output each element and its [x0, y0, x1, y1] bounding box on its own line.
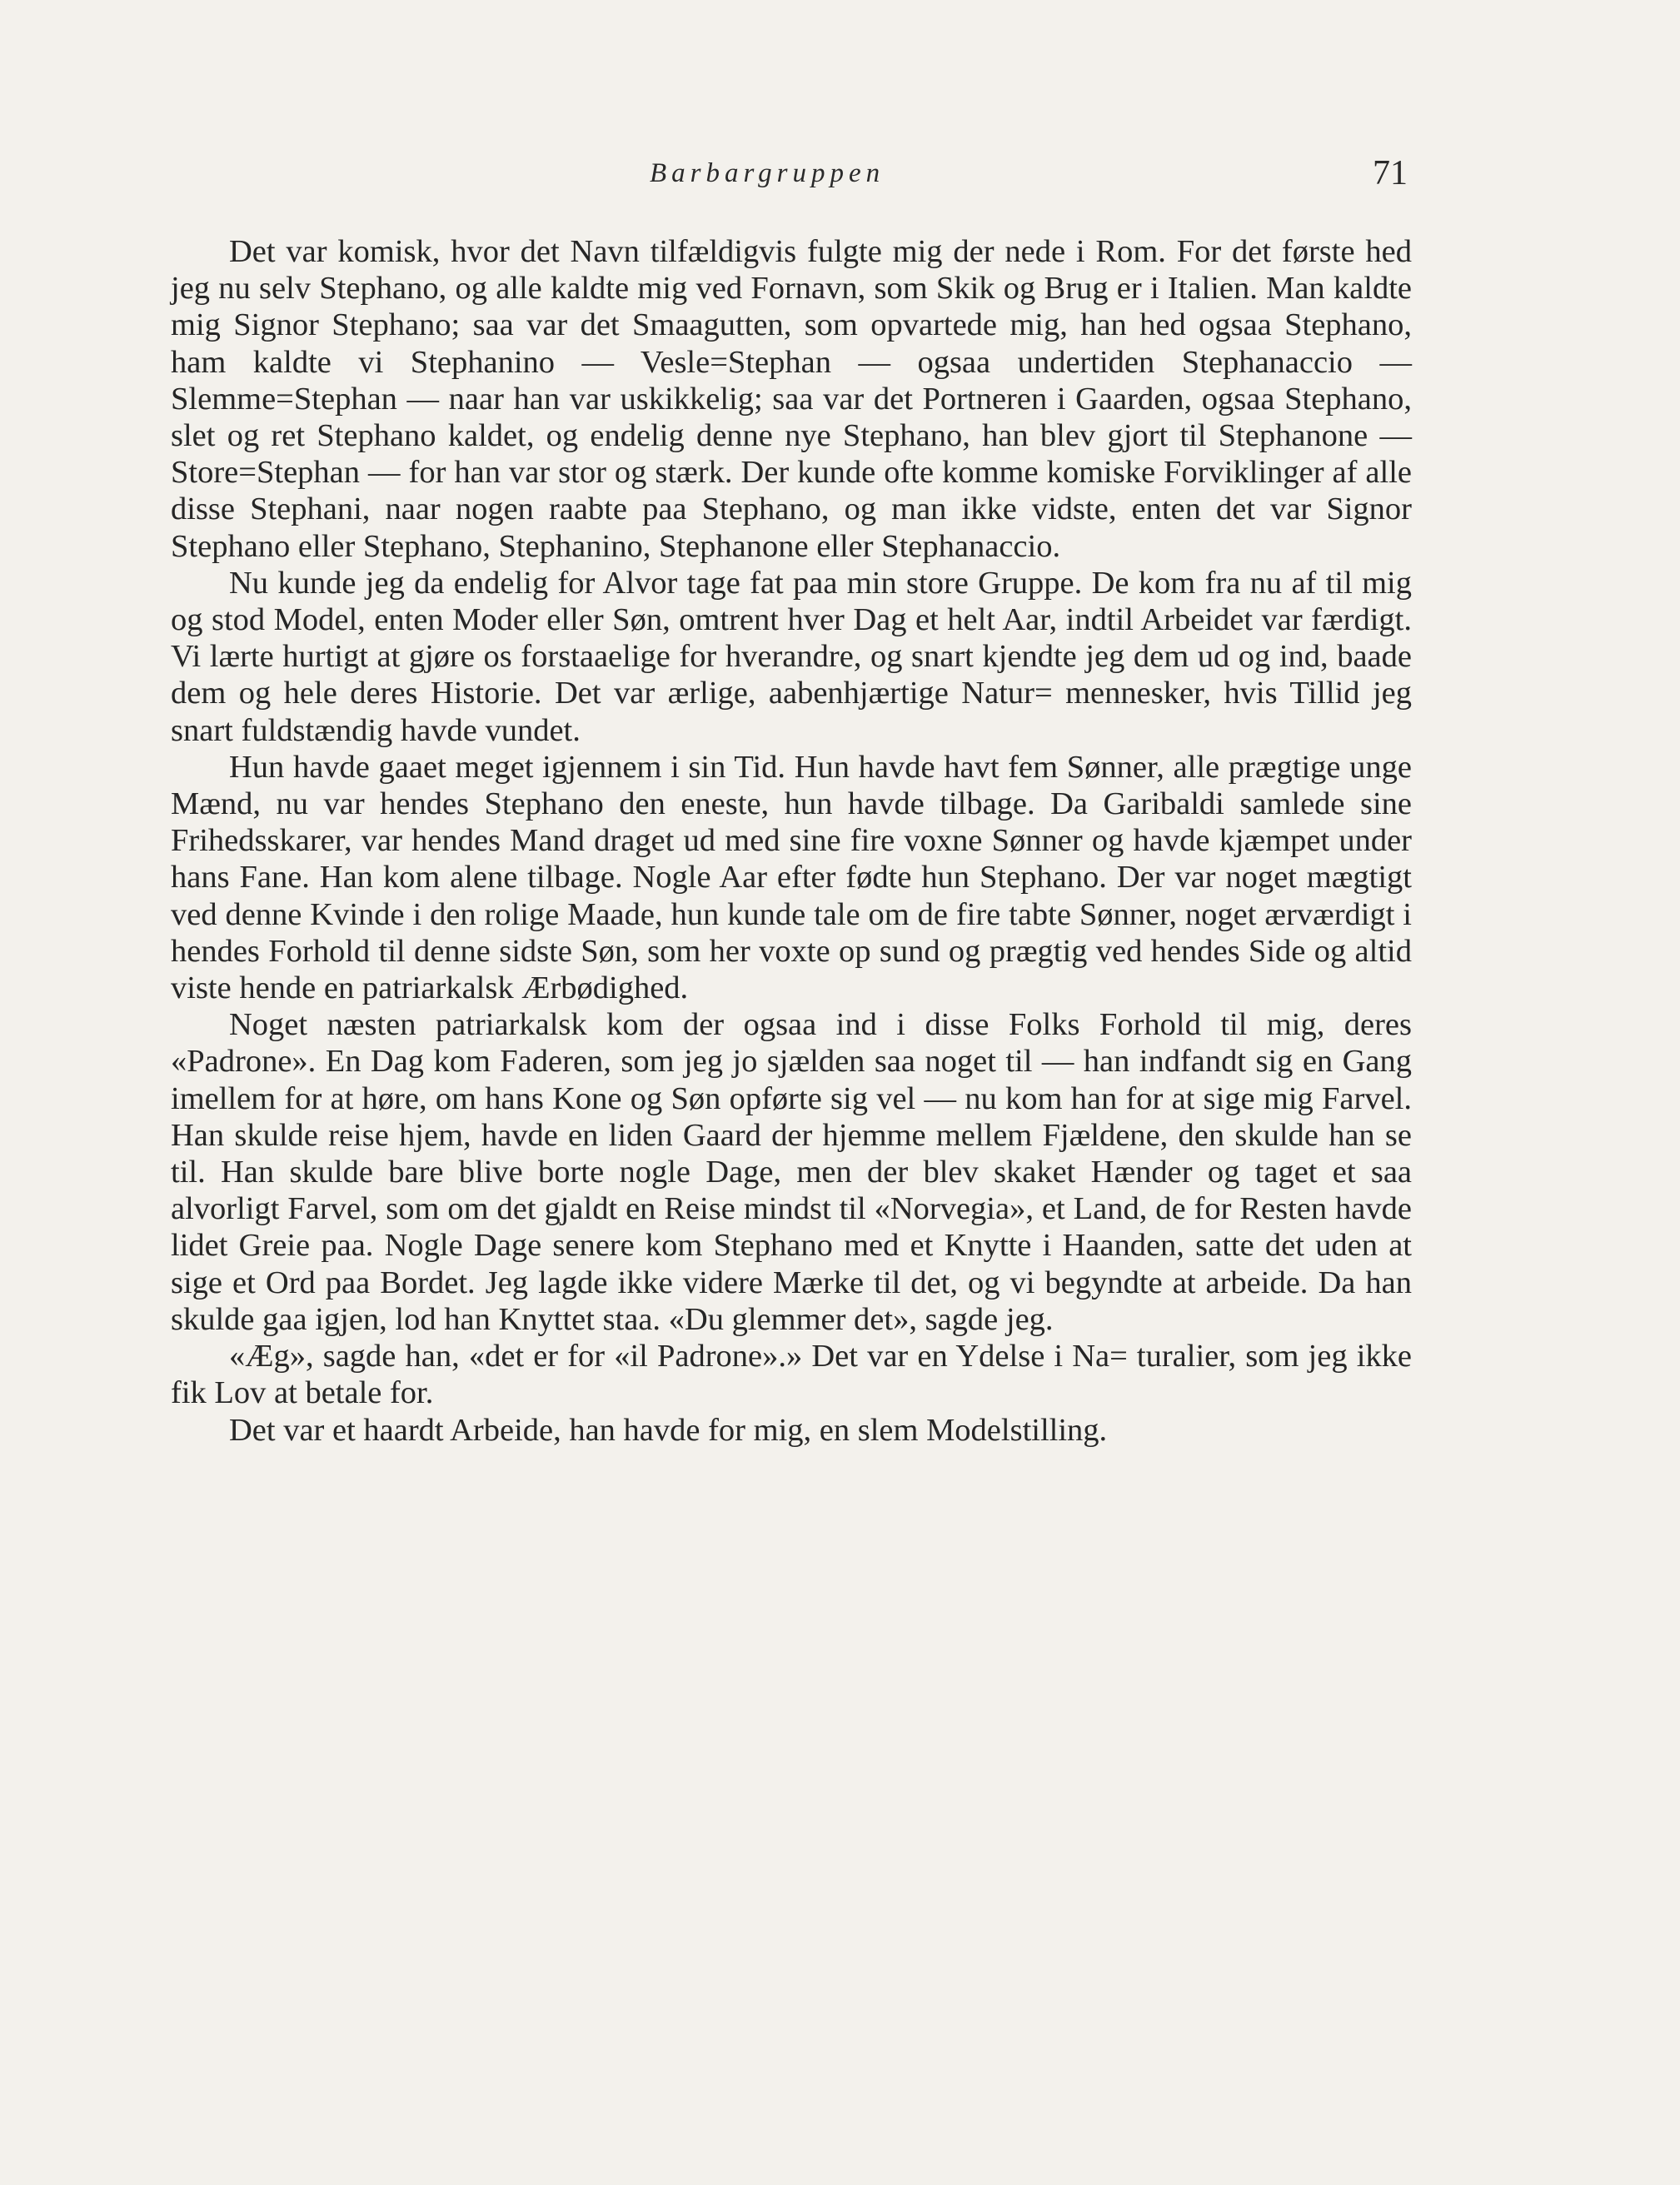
paragraph: Det var komisk, hvor det Navn tilfældigvis fulgte mig der nede i Rom. For det første hed jeg nu selv Stephano, og alle kaldte mig ved Fornavn, som Skik og Brug er i Italien. Man kaldte mig Signor Stephano; saa var det Smaagutten, som opvartede mig, han hed ogsaa Stephano, ham kaldte vi Stephanino — Vesle=Stephan — ogsaa undertiden Stephanaccio — Slemme=Stephan — naar han var uskikkelig; saa var det Portneren i Gaarden, ogsaa Stephano, slet og ret Stephano kaldet, og endelig denne nye Stephano, han blev gjort til Stephanone — Store=Stephan — for han var stor og stærk. Der kunde ofte komme komiske Forviklinger af alle disse Stephani, naar nogen raabte paa Stephano, og man ikke vidste, enten det var Signor Stephano eller Stephano, Stephanino, Stephanone eller Stephanaccio. [171, 234, 1412, 564]
page-number: 71 [1373, 154, 1408, 192]
body-text [171, 233, 1412, 1449]
paragraph: Noget næsten patriarkalsk kom der ogsaa ind i disse Folks Forhold til mig, deres «Padrone». En Dag kom Faderen, som jeg jo sjælden saa noget til — han indfandt sig en Gang imellem for at høre, om hans Kone og Søn opførte sig vel — nu kom han for at sige mig Farvel. Han skulde reise hjem, havde en liden Gaard der hjemme mellem Fjældene, den skulde han se til. Han skulde bare blive borte nogle Dage, men der blev skaket Hænder og taget et saa alvorligt Farvel, som om det gjaldt en Reise mindst til «Norvegia», et Land, de for Resten havde lidet Greie paa. Nogle Dage senere kom Stephano med et Knytte i Haanden, satte det uden at sige et Ord paa Bordet. Jeg lagde ikke videre Mærke til det, og vi begyndte at arbeide. Da han skulde gaa igjen, lod han Knyttet staa. «Du glemmer det», sagde jeg. [171, 1007, 1412, 1337]
paragraph: Hun havde gaaet meget igjennem i sin Tid. Hun havde havt fem Sønner, alle prægtige unge Mænd, nu var hendes Stephano den eneste, hun havde tilbage. Da Garibaldi samlede sine Frihedsskarer, var hendes Mand draget ud med sine fire voxne Sønner og havde kjæmpet under hans Fane. Han kom alene tilbage. Nogle Aar efter fødte hun Stephano. Der var noget mægtigt ved denne Kvinde i den rolige Maade, hun kunde tale om de fire tabte Sønner, noget ærværdigt i hendes Forhold til denne sidste Søn, som her voxte op sund og prægtig ved hendes Side og altid viste hende en patriarkalsk Ærbødighed. [171, 749, 1412, 1006]
paragraph: «Æg», sagde han, «det er for «il Padrone».» Det var en Ydelse i Na= turalier, som jeg ikke fik Lov at betale for. [171, 1339, 1412, 1411]
running-head [167, 154, 1408, 200]
paragraph: Nu kunde jeg da endelig for Alvor tage fat paa min store Gruppe. De kom fra nu af til mig og stod Model, enten Moder eller Søn, omtrent hver Dag et helt Aar, indtil Arbeidet var færdigt. Vi lærte hurtigt at gjøre os forstaaelige for hverandre, og snart kjendte jeg dem ud og ind, baade dem og hele deres Historie. Det var ærlige, aabenhjærtige Natur= mennesker, hvis Tillid jeg snart fuldstændig havde vundet. [171, 565, 1412, 748]
running-title: Barbargruppen [650, 158, 885, 188]
paragraph: Det var et haardt Arbeide, han havde for mig, en slem Modelstilling. [229, 1412, 1108, 1448]
